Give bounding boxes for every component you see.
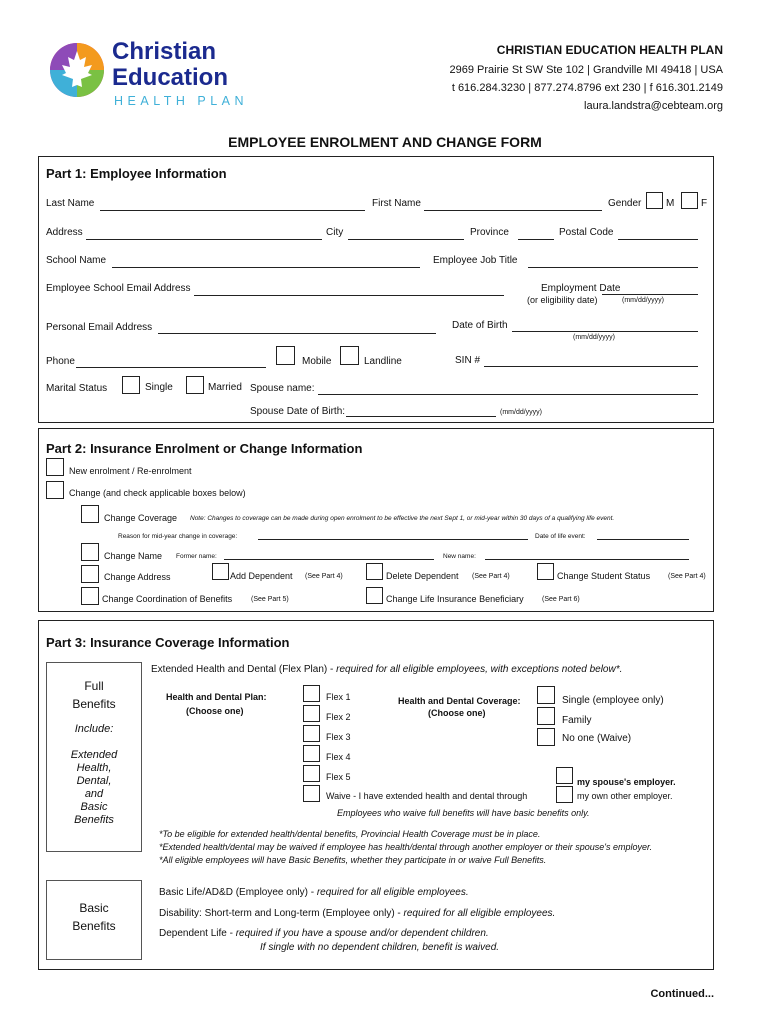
single-label: Single xyxy=(145,382,173,393)
ehd-intro-text: Extended Health and Dental (Flex Plan) - xyxy=(151,664,337,675)
life-beneficiary-see: (See Part 6) xyxy=(542,596,580,603)
full-benefits-box xyxy=(46,662,142,852)
logo-education: Education xyxy=(112,64,229,91)
dependent-life-waived: If single with no dependent children, benefit is waived. xyxy=(260,942,500,953)
city-field[interactable] xyxy=(348,239,464,240)
eligibility-date-label: (or eligibility date) xyxy=(527,295,598,305)
disability-req: required for all eligible employees. xyxy=(403,908,556,919)
single-checkbox[interactable] xyxy=(122,376,140,394)
waive-note: Employees who waive full benefits will have basic benefits only. xyxy=(337,808,590,818)
job-title-field[interactable] xyxy=(528,267,698,268)
mobile-label: Mobile xyxy=(302,356,332,367)
basic-life-text: Basic Life/AD&D (Employee only) - xyxy=(159,887,317,898)
flex1-checkbox[interactable] xyxy=(303,685,320,702)
marital-status-label: Marital Status xyxy=(46,383,108,394)
dob-format: (mm/dd/yyyy) xyxy=(573,334,615,341)
life-beneficiary-label: Change Life Insurance Beneficiary xyxy=(386,594,524,604)
address-label: Address xyxy=(46,227,83,238)
married-label: Married xyxy=(208,382,242,393)
maple-leaf-logo-icon xyxy=(48,41,106,99)
last-name-field[interactable] xyxy=(100,210,365,211)
flex1-label: Flex 1 xyxy=(326,692,351,702)
org-email: laura.landstra@cebteam.org xyxy=(584,100,723,112)
gender-label: Gender xyxy=(608,198,642,209)
hd-coverage-label: Health and Dental Coverage: xyxy=(398,696,521,706)
logo xyxy=(48,38,278,112)
delete-dependent-see: (See Part 4) xyxy=(472,573,510,580)
sin-field[interactable] xyxy=(484,366,698,367)
eligibility-note-2: *Extended health/dental may be waived if employee has health/dental through another employer or their spouse's employer. xyxy=(159,842,653,852)
landline-checkbox[interactable] xyxy=(340,346,359,365)
basic-life-req: required for all eligible employees. xyxy=(316,887,469,898)
change-coverage-label: Change Coverage xyxy=(104,513,178,523)
dependent-life-req: required if you have a spouse and/or dependent children. xyxy=(235,928,489,939)
flex3-checkbox[interactable] xyxy=(303,725,320,742)
former-name-label: Former name: xyxy=(176,553,217,560)
own-employer-label: my own other employer. xyxy=(577,791,673,801)
dependent-life-line xyxy=(159,928,489,939)
former-name-field[interactable] xyxy=(224,559,434,560)
ehd-requirement: required for all eligible employees, with exceptions noted below*. xyxy=(336,664,623,675)
family-coverage-label: Family xyxy=(562,715,592,726)
eligibility-note-1: *To be eligible for extended health/dental benefits, Provincial Health Coverage must be in place. xyxy=(159,829,541,839)
change-name-checkbox[interactable] xyxy=(81,543,99,561)
coverage-note: Note: Changes to coverage can be made during open enrolment to be effective the next Sept 1, or mid-year within 30 days of a qualifying life event. xyxy=(190,515,615,522)
part1-title: Part 1: Employee Information xyxy=(46,166,227,181)
gender-m-checkbox[interactable] xyxy=(646,192,663,209)
student-status-checkbox[interactable] xyxy=(537,563,554,580)
flex3-label: Flex 3 xyxy=(326,732,351,742)
include-line-4: and xyxy=(84,788,104,800)
no-one-label: No one (Waive) xyxy=(562,733,632,744)
married-checkbox[interactable] xyxy=(186,376,204,394)
new-name-label: New name: xyxy=(443,553,476,560)
address-field[interactable] xyxy=(86,239,322,240)
include-line-3: Dental, xyxy=(76,775,112,787)
dob-label: Date of Birth xyxy=(452,320,508,331)
spouse-dob-format: (mm/dd/yyyy) xyxy=(500,409,542,416)
waive-text: Waive - xyxy=(326,791,359,801)
spouse-dob-label: Spouse Date of Birth: xyxy=(250,406,346,417)
include-line-6: Benefits xyxy=(74,814,114,826)
postal-code-field[interactable] xyxy=(618,239,698,240)
gender-m-label: M xyxy=(666,198,675,209)
new-name-field[interactable] xyxy=(485,559,689,560)
own-employer-checkbox[interactable] xyxy=(556,786,573,803)
logo-health-plan: HEALTH PLAN xyxy=(114,94,249,108)
phone-field[interactable] xyxy=(76,367,266,368)
life-beneficiary-checkbox[interactable] xyxy=(366,587,383,604)
postal-code-label: Postal Code xyxy=(559,227,614,238)
spouse-dob-field[interactable] xyxy=(346,416,496,417)
disability-line xyxy=(159,908,555,919)
logo-christian: Christian xyxy=(112,38,217,65)
change-checkbox[interactable] xyxy=(46,481,64,499)
disability-text: Disability: Short-term and Long-term (Employee only) - xyxy=(159,908,404,919)
city-label: City xyxy=(326,227,344,238)
hd-coverage-choose: (Choose one) xyxy=(428,708,486,718)
change-address-checkbox[interactable] xyxy=(81,565,99,583)
coordination-see: (See Part 5) xyxy=(251,596,289,603)
spouse-employer-checkbox[interactable] xyxy=(556,767,573,784)
add-dependent-label: Add Dependent xyxy=(230,571,293,581)
ehd-intro xyxy=(151,664,622,675)
coordination-label: Change Coordination of Benefits xyxy=(102,594,233,604)
single-coverage-label: Single (employee only) xyxy=(562,695,664,706)
school-email-field[interactable] xyxy=(194,295,504,296)
last-name-label: Last Name xyxy=(46,198,95,209)
include-line-1: Extended xyxy=(70,749,118,761)
basic-label: Basic xyxy=(79,901,109,915)
school-email-label: Employee School Email Address xyxy=(46,283,191,294)
school-name-label: School Name xyxy=(46,255,107,266)
flex5-label: Flex 5 xyxy=(326,772,351,782)
org-phones: t 616.284.3230 | 877.274.8796 ext 230 | f 616.301.2149 xyxy=(451,82,723,94)
first-name-field[interactable] xyxy=(424,210,602,211)
life-event-field[interactable] xyxy=(597,539,689,540)
flex4-label: Flex 4 xyxy=(326,752,351,762)
continued-label: Continued... xyxy=(650,988,714,1000)
change-label: Change (and check applicable boxes below) xyxy=(69,488,246,498)
spouse-employer-label: my spouse's employer. xyxy=(577,777,676,787)
new-enrolment-label: New enrolment / Re-enrolment xyxy=(69,466,192,476)
province-label: Province xyxy=(470,227,509,238)
employment-date-field[interactable] xyxy=(602,294,698,295)
part2-title: Part 2: Insurance Enrolment or Change Information xyxy=(46,441,363,456)
change-coverage-checkbox[interactable] xyxy=(81,505,99,523)
flex5-checkbox[interactable] xyxy=(303,765,320,782)
first-name-label: First Name xyxy=(372,198,421,209)
hd-plan-label: Health and Dental Plan: xyxy=(166,692,267,702)
delete-dependent-label: Delete Dependent xyxy=(386,571,459,581)
spouse-name-field[interactable] xyxy=(318,394,698,395)
full-label: Full xyxy=(84,679,104,693)
new-enrolment-checkbox[interactable] xyxy=(46,458,64,476)
flex4-checkbox[interactable] xyxy=(303,745,320,762)
dob-field[interactable] xyxy=(512,331,698,332)
eligibility-note-3: *All eligible employees will have Basic Benefits, whether they participate in or waive Full Benefits. xyxy=(159,855,547,865)
gender-f-checkbox[interactable] xyxy=(681,192,698,209)
add-dependent-see: (See Part 4) xyxy=(305,573,343,580)
life-event-label: Date of life event: xyxy=(535,533,586,540)
basic-benefits-label: Benefits xyxy=(72,919,116,933)
dependent-life-text: Dependent Life - xyxy=(159,928,236,939)
basic-benefits-box xyxy=(46,880,142,960)
sin-label: SIN # xyxy=(455,355,481,366)
province-field[interactable] xyxy=(518,239,554,240)
flex2-label: Flex 2 xyxy=(326,712,351,722)
form-title: EMPLOYEE ENROLMENT AND CHANGE FORM xyxy=(228,134,542,150)
delete-dependent-checkbox[interactable] xyxy=(366,563,383,580)
change-address-label: Change Address xyxy=(104,572,171,582)
job-title-label: Employee Job Title xyxy=(433,255,518,266)
school-name-field[interactable] xyxy=(112,267,420,268)
include-label: Include: xyxy=(74,723,114,735)
landline-label: Landline xyxy=(364,356,402,367)
reason-label: Reason for mid-year change in coverage: xyxy=(118,533,238,540)
add-dependent-checkbox[interactable] xyxy=(212,563,229,580)
personal-email-field[interactable] xyxy=(158,333,436,334)
part3-title: Part 3: Insurance Coverage Information xyxy=(46,635,290,650)
student-status-see: (See Part 4) xyxy=(668,573,706,580)
full-benefits-label: Benefits xyxy=(72,697,116,711)
coordination-checkbox[interactable] xyxy=(81,587,99,605)
basic-life-line xyxy=(159,887,469,898)
student-status-label: Change Student Status xyxy=(557,571,651,581)
single-coverage-checkbox[interactable] xyxy=(537,686,555,704)
spouse-name-label: Spouse name: xyxy=(250,383,315,394)
gender-f-label: F xyxy=(701,198,708,209)
org-address: 2969 Prairie St SW Ste 102 | Grandville MI 49418 | USA xyxy=(449,64,723,76)
personal-email-label: Personal Email Address xyxy=(46,322,153,333)
family-coverage-checkbox[interactable] xyxy=(537,707,555,725)
phone-label: Phone xyxy=(46,356,75,367)
org-name: CHRISTIAN EDUCATION HEALTH PLAN xyxy=(496,43,723,57)
include-line-5: Basic xyxy=(80,801,108,813)
change-name-label: Change Name xyxy=(104,551,163,561)
waive-checkbox[interactable] xyxy=(303,785,320,802)
reason-field[interactable] xyxy=(258,539,528,540)
flex2-checkbox[interactable] xyxy=(303,705,320,722)
waive-label xyxy=(326,791,527,801)
mobile-checkbox[interactable] xyxy=(276,346,295,365)
employment-date-label: Employment Date xyxy=(541,283,621,294)
waive-detail: I have extended health and dental through xyxy=(358,791,528,801)
include-line-2: Health, xyxy=(76,762,112,774)
employment-date-format: (mm/dd/yyyy) xyxy=(622,297,664,304)
hd-plan-choose: (Choose one) xyxy=(186,706,244,716)
no-one-checkbox[interactable] xyxy=(537,728,555,746)
